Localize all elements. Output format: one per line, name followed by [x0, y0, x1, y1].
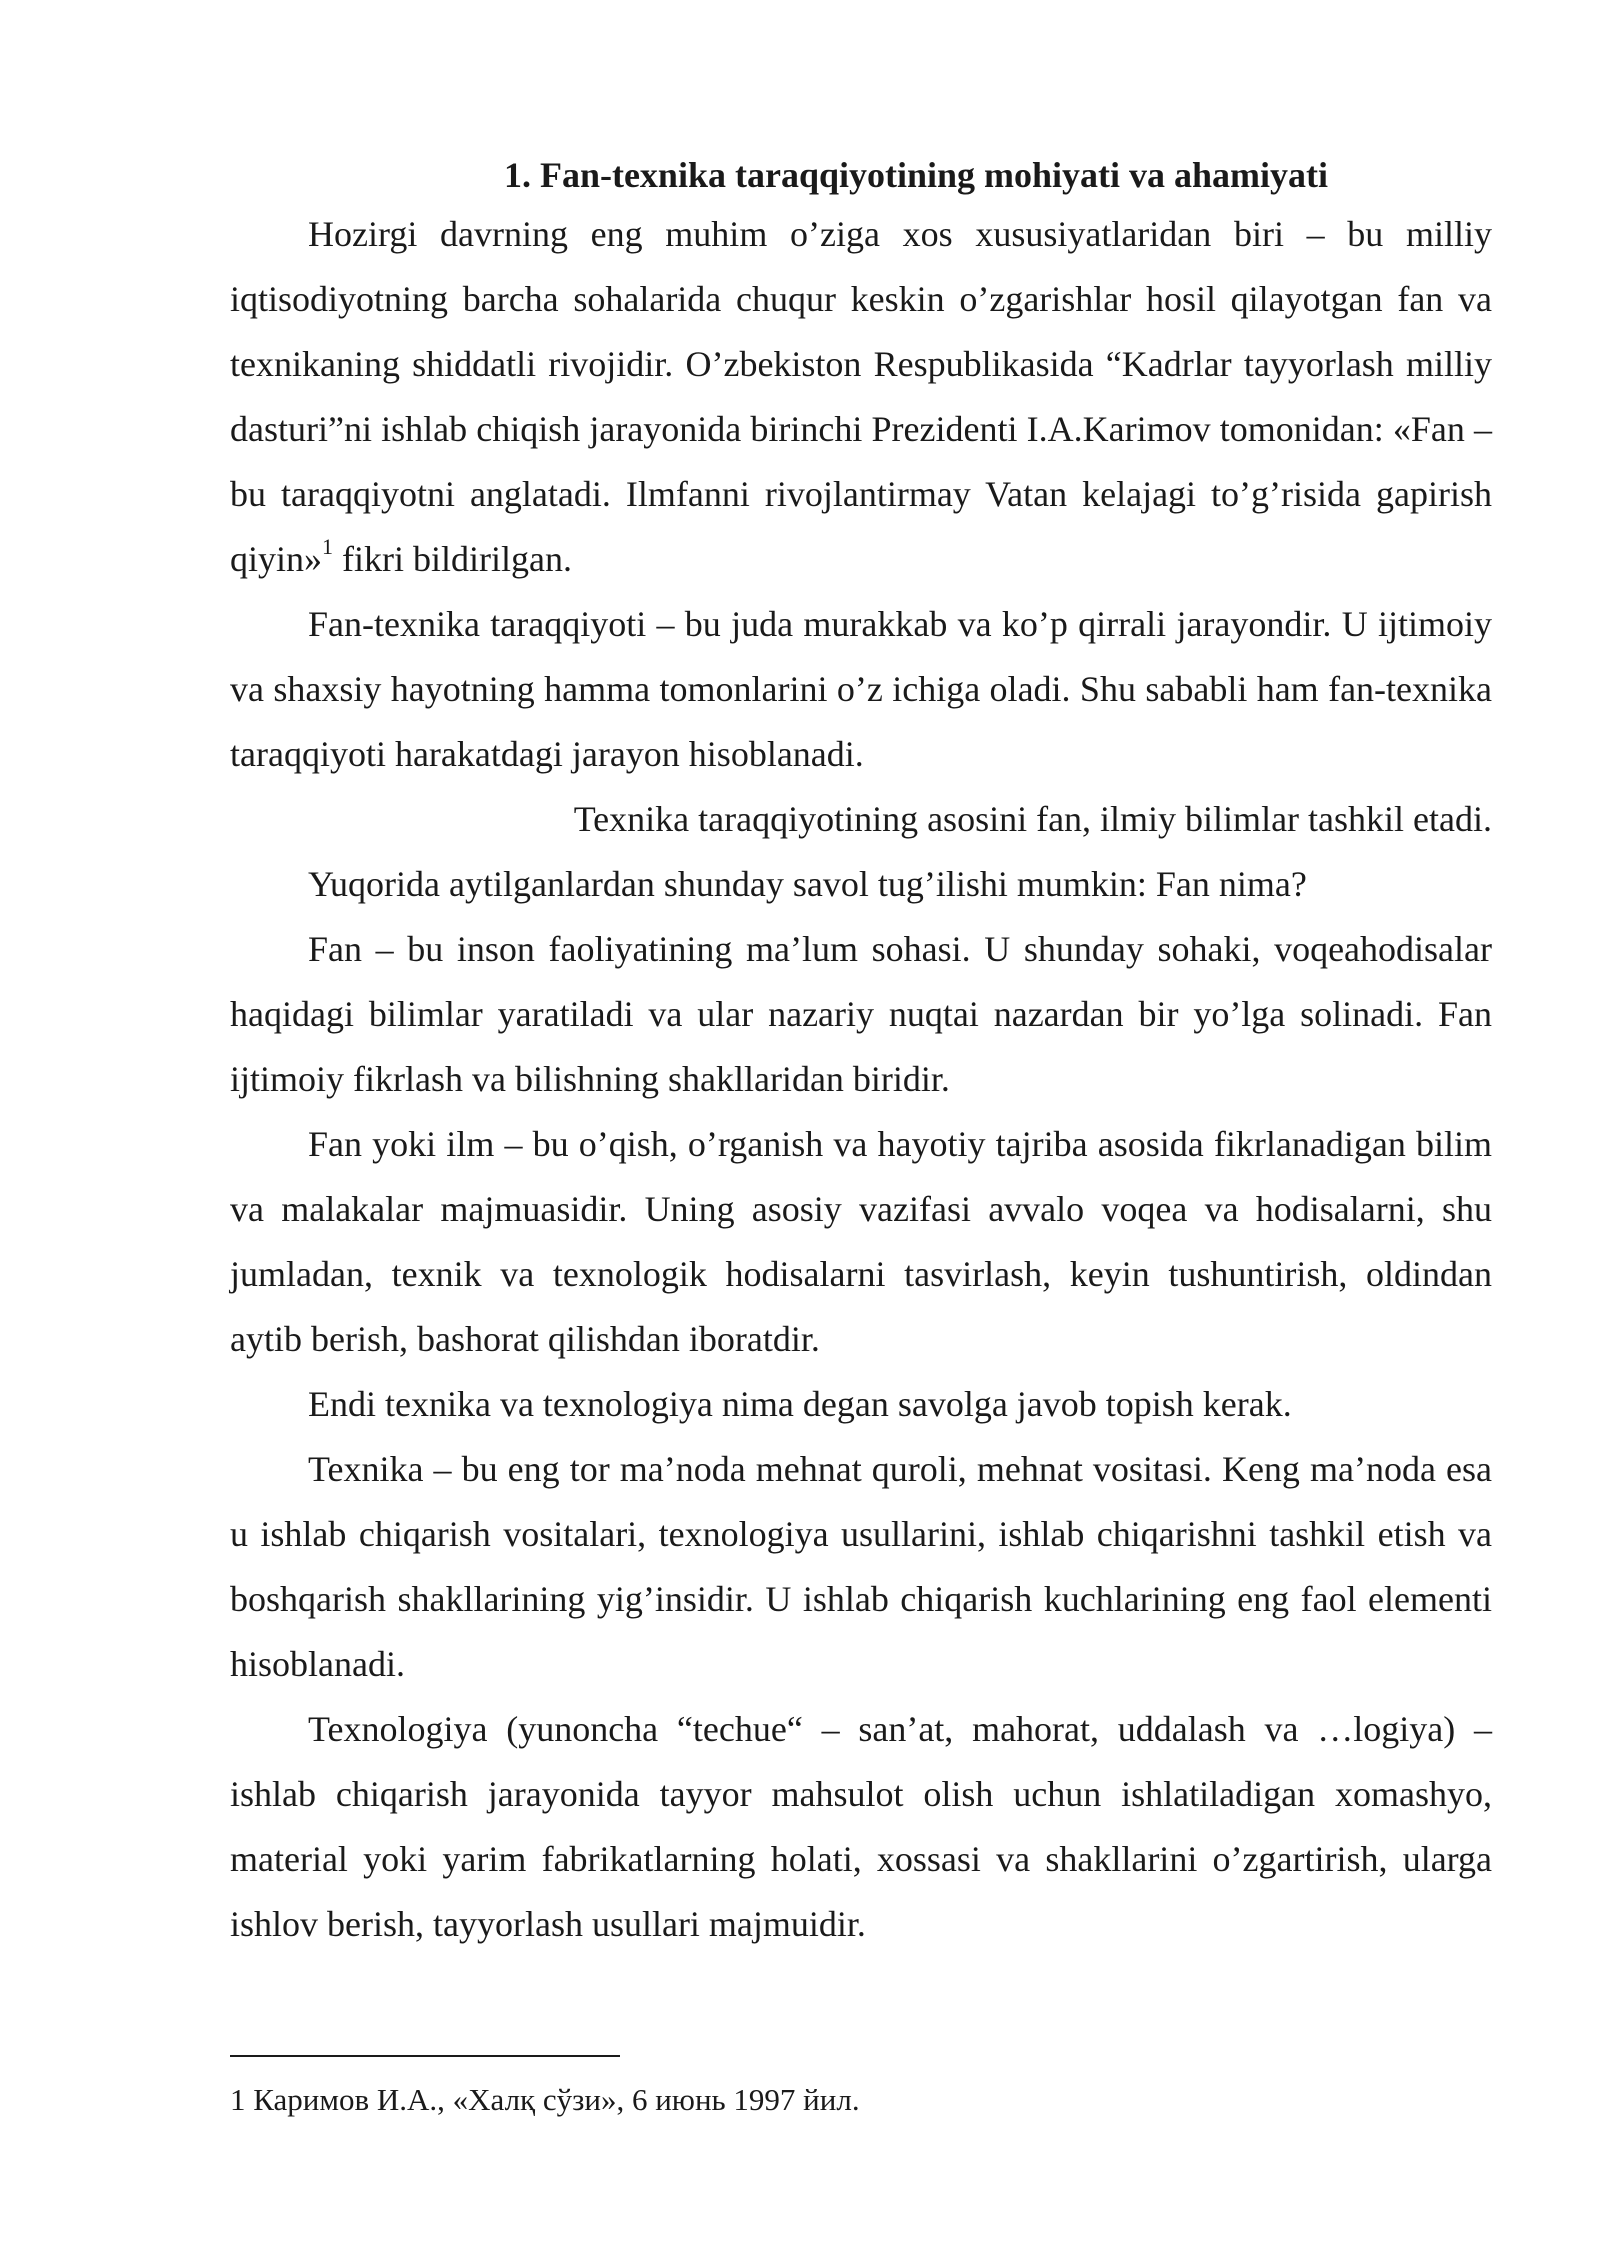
paragraph-6: Fan yoki ilm – bu o’qish, o’rganish va hayotiy tajriba asosida fikrlanadigan bilim va malakalar majmuasidir. Uning asosiy vazifasi avvalo voqea va hodisalarni, shu jumladan, texnik va texnologik hodisalarni tasvirlash, keyin tushuntirish, oldindan aytib berish, bashorat qilishdan iboratdir. — [230, 1124, 1492, 1359]
paragraph-5: Fan – bu inson faoliyatining ma’lum sohasi. U shunday sohaki, voqeahodisalar haqidagi bilimlar yaratiladi va ular nazariy nuqtai nazardan bir yo’lga solinadi. Fan ijtimoiy fikrlash va bilishning shakllaridan biridir. — [230, 929, 1492, 1099]
paragraph-7: Endi texnika va texnologiya nima degan savolga javob topish kerak. — [308, 1384, 1292, 1424]
paragraph-4: Yuqorida aytilganlardan shunday savol tug’ilishi mumkin: Fan nima? — [308, 864, 1307, 904]
paragraph-2: Fan-texnika taraqqiyoti – bu juda murakkab va ko’p qirrali jarayondir. U ijtimoiy va shaxsiy hayotning hamma tomonlarini o’z ichiga oladi. Shu sababli ham fan-texnika taraqqiyoti harakatdagi jarayon hisoblanadi. — [230, 604, 1492, 774]
paragraph-3: Texnika taraqqiyotining asosini fan, ilmiy bilimlar tashkil etadi. — [573, 799, 1492, 839]
document-body — [230, 148, 1492, 1957]
paragraph-1 — [230, 202, 1492, 592]
paragraph-1-text: Hozirgi davrning eng muhim o’ziga xos xususiyatlaridan biri – bu milliy iqtisodiyotning barcha sohalarida chuqur keskin o’zgarishlar hosil qilayotgan fan va texnikaning shiddatli rivojidir. O’zbekiston Respublikasida “Kadrlar tayyorlash milliy dasturi”ni ishlab chiqish jarayonida birinchi Prezidenti I.A.Karimov tomonidan: «Fan – bu taraqqiyotni anglatadi. Ilmfanni rivojlantirmay Vatan kelajagi to’g’risida gapirish qiyin» — [230, 214, 1492, 579]
footnote-divider — [230, 2055, 620, 2057]
paragraph-1-tail: fikri bildirilgan. — [333, 539, 572, 579]
section-heading: 1. Fan-texnika taraqqiyotining mohiyati va ahamiyati — [503, 155, 1329, 195]
paragraph-9: Texnologiya (yunoncha “techue“ – san’at, mahorat, uddalash va …logiya) – ishlab chiqarish jarayonida tayyor mahsulot olish uchun ishlatiladigan xomashyo, material yoki yarim fabrikatlarning holati, xossasi va shakllarini o’zgartirish, ularga ishlov berish, tayyorlash usullari majmuidir. — [230, 1709, 1492, 1944]
footnote-text: 1 Каримов И.А., «Халқ сўзи», 6 июнь 1997 йил. — [230, 2082, 860, 2117]
paragraph-8: Texnika – bu eng tor ma’noda mehnat quroli, mehnat vositasi. Keng ma’noda esa u ishlab chiqarish vositalari, texnologiya usullarini, ishlab chiqarishni tashkil etish va boshqarish shakllarining yig’insidir. U ishlab chiqarish kuchlarining eng faol elementi hisoblanadi. — [230, 1449, 1492, 1684]
footnote-reference[interactable]: 1 — [322, 534, 334, 559]
